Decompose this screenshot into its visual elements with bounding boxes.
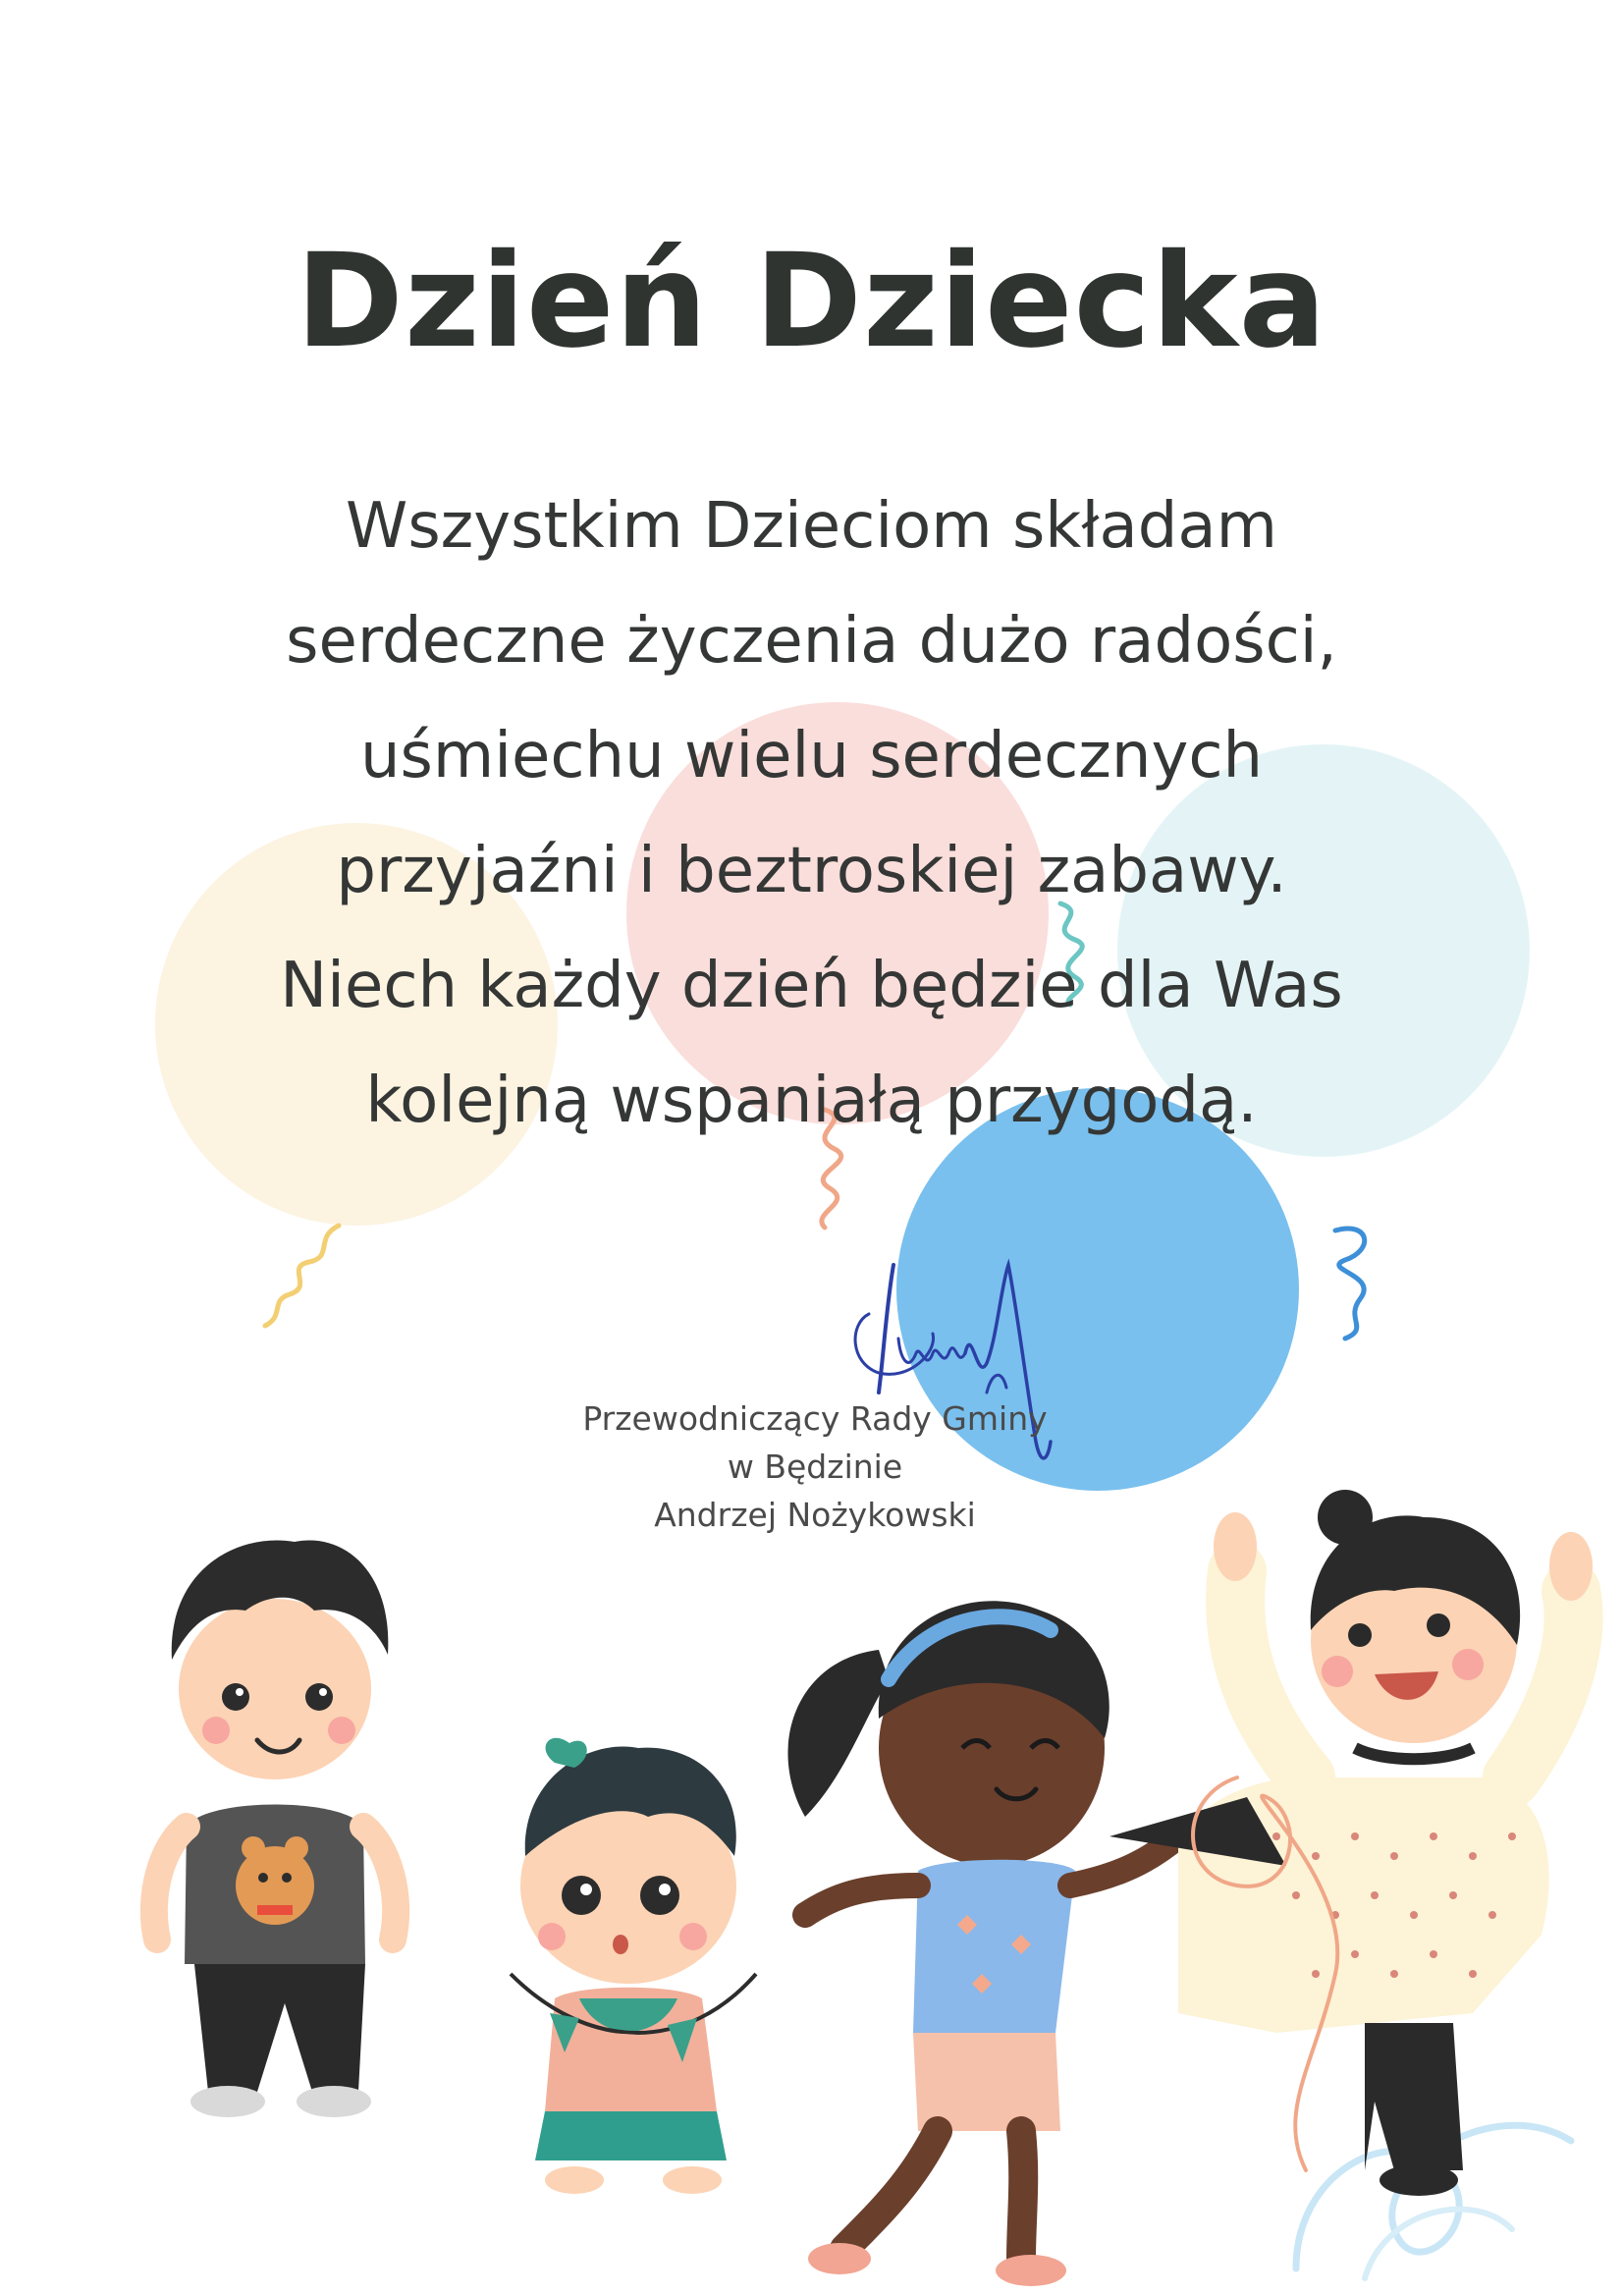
children-illustration <box>0 1424 1623 2296</box>
signatory-role: Przewodniczący Rady Gminy <box>582 1399 1048 1438</box>
greeting-line: serdeczne życzenia dużo radości, <box>286 605 1337 678</box>
greeting-line: Wszystkim Dzieciom składam <box>346 490 1277 563</box>
greeting-line: kolejną wspaniałą przygodą. <box>365 1065 1258 1137</box>
signatory-name: Andrzej Nożykowski <box>654 1496 976 1534</box>
greeting-line: przyjaźni i beztroskiej zabawy. <box>336 835 1287 907</box>
greeting-line: uśmiechu wielu serdecznych <box>359 720 1264 793</box>
greeting-text <box>147 469 1476 1159</box>
confetti-squiggle-blue <box>1316 1216 1394 1343</box>
confetti-squiggle-yellow <box>255 1218 353 1336</box>
greeting-line: Niech każdy dzień będzie dla Was <box>280 950 1343 1022</box>
boy-figure <box>154 1540 396 2117</box>
page-title: Dzień Dziecka <box>296 226 1327 377</box>
signatory-place: w Będzinie <box>727 1448 903 1486</box>
toddler-figure <box>511 1738 756 2194</box>
girl-figure <box>787 1601 1178 2286</box>
